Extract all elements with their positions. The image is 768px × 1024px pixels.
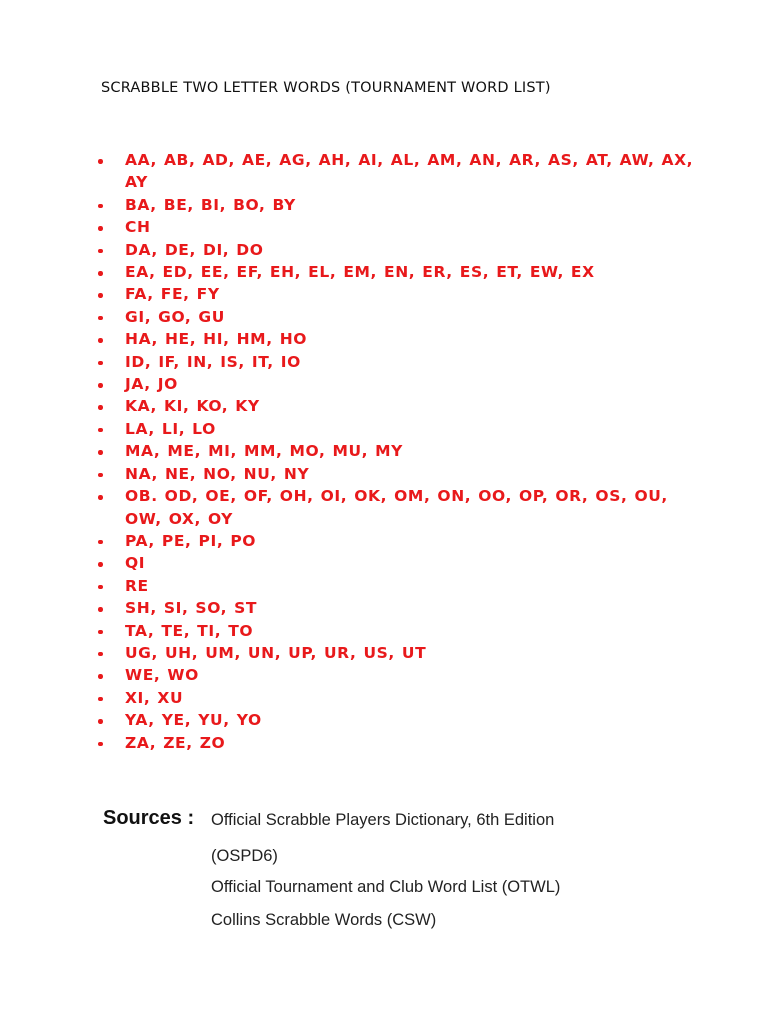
bullet-icon bbox=[98, 562, 103, 567]
bullet-icon bbox=[98, 495, 103, 500]
bullet-icon bbox=[98, 338, 103, 343]
word-list-item bbox=[98, 620, 698, 642]
word-list-text: ZA, ZE, ZO bbox=[125, 733, 226, 752]
bullet-icon bbox=[98, 473, 103, 478]
word-list-text: PA, PE, PI, PO bbox=[125, 531, 257, 550]
word-list-item bbox=[98, 664, 698, 686]
source-ospd-abbrev: (OSPD6) bbox=[211, 847, 278, 865]
word-list-text: RE bbox=[125, 576, 149, 595]
word-list-text: LA, LI, LO bbox=[125, 419, 216, 438]
word-list-item bbox=[98, 418, 698, 440]
bullet-icon bbox=[98, 226, 103, 231]
word-list-text: JA, JO bbox=[125, 375, 178, 394]
word-list-text: SH, SI, SO, ST bbox=[125, 599, 258, 618]
word-list-item bbox=[98, 687, 698, 709]
word-list-item bbox=[98, 328, 698, 350]
bullet-icon bbox=[98, 249, 103, 254]
bullet-icon bbox=[98, 293, 103, 298]
word-list-item bbox=[98, 597, 698, 619]
word-list-text: UG, UH, UM, UN, UP, UR, US, UT bbox=[125, 643, 427, 662]
word-list-item bbox=[98, 732, 698, 754]
word-list-text: MA, ME, MI, MM, MO, MU, MY bbox=[125, 442, 403, 461]
bullet-icon bbox=[98, 316, 103, 321]
word-list-item bbox=[98, 306, 698, 328]
word-list-item bbox=[98, 283, 698, 305]
word-list-item bbox=[98, 575, 698, 597]
word-list-text: QI bbox=[125, 554, 146, 573]
word-list-text: OB. OD, OE, OF, OH, OI, OK, OM, ON, OO, OP, OR, OS, OU, OW, OX, OY bbox=[125, 487, 668, 528]
bullet-icon bbox=[98, 450, 103, 455]
source-csw: Collins Scrabble Words (CSW) bbox=[211, 911, 437, 929]
word-list-text: DA, DE, DI, DO bbox=[125, 240, 264, 259]
word-list-item bbox=[98, 216, 698, 238]
bullet-icon bbox=[98, 630, 103, 635]
bullet-icon bbox=[98, 607, 103, 612]
word-list-item bbox=[98, 149, 698, 194]
word-list-text: YA, YE, YU, YO bbox=[125, 711, 262, 730]
bullet-icon bbox=[98, 204, 103, 209]
bullet-icon bbox=[98, 742, 103, 747]
bullet-icon bbox=[98, 652, 103, 657]
word-list-text: XI, XU bbox=[125, 688, 184, 707]
word-list-text: GI, GO, GU bbox=[125, 307, 225, 326]
bullet-icon bbox=[98, 585, 103, 590]
word-list-item bbox=[98, 239, 698, 261]
word-list-item bbox=[98, 261, 698, 283]
word-list-text: KA, KI, KO, KY bbox=[125, 397, 260, 416]
word-list-item bbox=[98, 395, 698, 417]
bullet-icon bbox=[98, 159, 103, 164]
word-list-item bbox=[98, 530, 698, 552]
word-list-item bbox=[98, 485, 698, 530]
bullet-icon bbox=[98, 428, 103, 433]
word-list-text: ID, IF, IN, IS, IT, IO bbox=[125, 352, 301, 371]
word-list-item bbox=[98, 373, 698, 395]
word-list-text: WE, WO bbox=[125, 666, 199, 685]
word-list-text: BA, BE, BI, BO, BY bbox=[125, 195, 296, 214]
bullet-icon bbox=[98, 383, 103, 388]
word-list-item bbox=[98, 642, 698, 664]
bullet-icon bbox=[98, 405, 103, 410]
source-ospd-title: Official Scrabble Players Dictionary, 6th Edition bbox=[211, 811, 555, 829]
bullet-icon bbox=[98, 361, 103, 366]
word-list-text: NA, NE, NO, NU, NY bbox=[125, 464, 310, 483]
word-list-item bbox=[98, 440, 698, 462]
bullet-icon bbox=[98, 697, 103, 702]
sources-label: Sources : bbox=[103, 807, 195, 829]
bullet-icon bbox=[98, 719, 103, 724]
word-list-item bbox=[98, 709, 698, 731]
word-list-item bbox=[98, 351, 698, 373]
word-list-text: TA, TE, TI, TO bbox=[125, 621, 254, 640]
word-list-item bbox=[98, 463, 698, 485]
source-otwl: Official Tournament and Club Word List (OTWL) bbox=[211, 878, 561, 896]
word-list-item bbox=[98, 194, 698, 216]
bullet-icon bbox=[98, 271, 103, 276]
two-letter-word-list bbox=[98, 149, 698, 754]
word-list-text: FA, FE, FY bbox=[125, 285, 220, 304]
word-list-text: AA, AB, AD, AE, AG, AH, AI, AL, AM, AN, AR, AS, AT, AW, AX, AY bbox=[125, 151, 694, 192]
document-title: SCRABBLE TWO LETTER WORDS (TOURNAMENT WORD LIST) bbox=[101, 80, 551, 96]
bullet-icon bbox=[98, 540, 103, 545]
word-list-text: EA, ED, EE, EF, EH, EL, EM, EN, ER, ES, ET, EW, EX bbox=[125, 263, 595, 282]
bullet-icon bbox=[98, 674, 103, 679]
word-list-item bbox=[98, 552, 698, 574]
word-list-text: HA, HE, HI, HM, HO bbox=[125, 330, 308, 349]
word-list-text: CH bbox=[125, 218, 151, 237]
